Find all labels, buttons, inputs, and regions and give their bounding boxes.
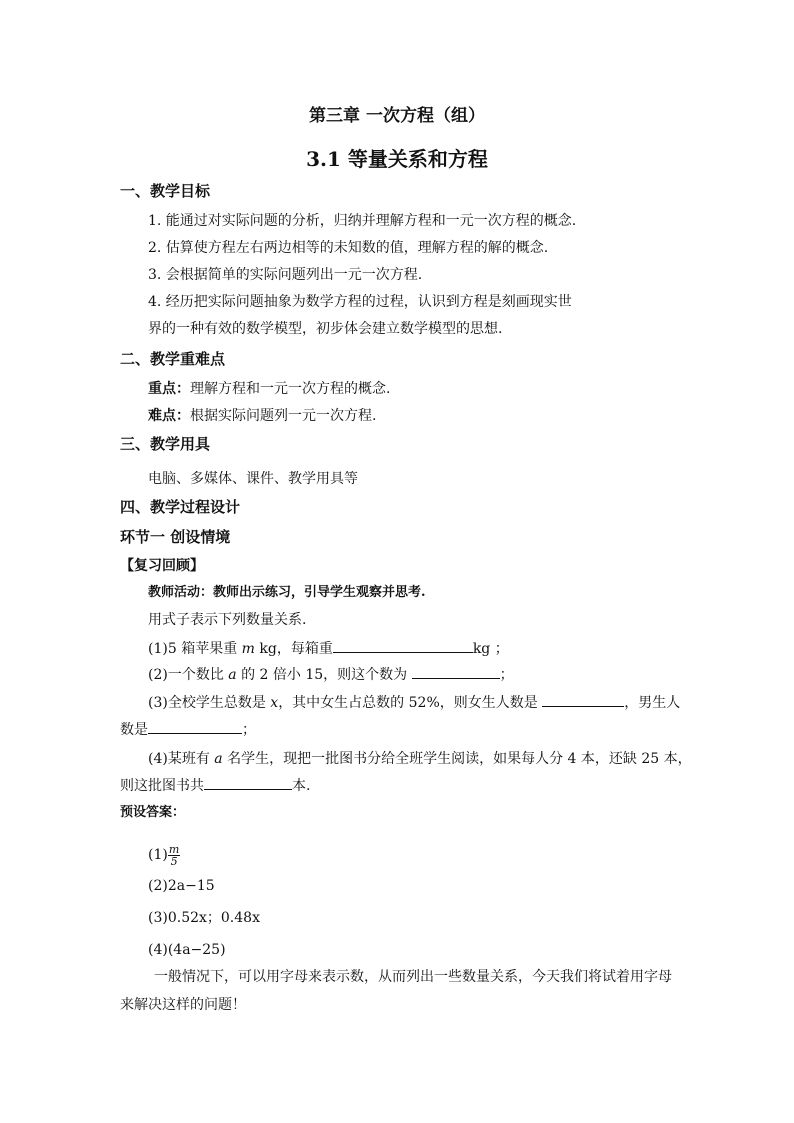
answer-1-denominator: 5 <box>170 854 178 868</box>
question-3-text-a: (3)全校学生总数是 <box>148 695 271 711</box>
answer-3: (3)0.52x；0.48x <box>148 910 260 926</box>
question-4-end: 本. <box>292 778 311 794</box>
difficult-point-label: 难点： <box>148 408 190 424</box>
question-2-end: ； <box>499 667 514 683</box>
exercise-intro: 用式子表示下列数量关系. <box>148 612 307 628</box>
teaching-tools-text: 电脑、多媒体、课件、教学用具等 <box>148 471 358 487</box>
question-1-var: m <box>241 641 255 657</box>
question-3-text-c: ，男生人 <box>624 695 681 711</box>
question-4-cont <box>120 775 310 796</box>
answer-1-numerator: m <box>168 842 180 856</box>
heading-teaching-goals: 一、教学目标 <box>120 182 211 200</box>
teacher-activity: 教师活动：教师出示练习，引导学生观察并思考. <box>148 585 426 600</box>
goal-item-3: 3. 会根据简单的实际问题列出一元一次方程. <box>148 267 423 283</box>
difficult-point <box>148 406 376 426</box>
step-1-heading: 环节一 创设情境 <box>120 528 231 546</box>
answer-2: (2)2a−15 <box>148 878 215 894</box>
question-2 <box>148 664 514 685</box>
question-1 <box>148 638 509 659</box>
key-point-label: 重点： <box>148 381 190 397</box>
heading-process-design: 四、教学过程设计 <box>120 498 241 516</box>
answer-blank-1a[interactable] <box>333 638 393 653</box>
answer-blank-3b[interactable] <box>148 719 242 734</box>
answer-1-fraction <box>168 844 180 867</box>
question-4-text-a: (4)某班有 <box>148 751 215 767</box>
key-point <box>148 379 390 399</box>
key-point-text: 理解方程和一元一次方程的概念. <box>190 381 391 397</box>
review-label: 【复习回顾】 <box>120 558 204 574</box>
chapter-title: 第三章 一次方程（组） <box>309 106 485 126</box>
question-3-var: x <box>270 695 279 711</box>
goal-item-1: 1. 能通过对实际问题的分析，归纳并理解方程和一元一次方程的概念. <box>148 213 577 229</box>
answer-blank-2[interactable] <box>412 664 500 679</box>
question-4 <box>148 749 692 769</box>
question-4-text-c: 则这批图书共 <box>120 778 204 794</box>
answer-blank-3a[interactable] <box>542 692 624 707</box>
answer-blank-4[interactable] <box>204 775 292 790</box>
question-3-text-b: ，其中女生占总数的 52%，则女生人数是 <box>278 695 543 711</box>
answer-4: (4)(4a−25) <box>148 942 226 958</box>
heading-key-difficult: 二、教学重难点 <box>120 350 226 368</box>
answer-blank-1b[interactable] <box>393 638 473 653</box>
question-1-text-a: (1)5 箱苹果重 <box>148 641 242 657</box>
question-1-text-b: kg，每箱重 <box>254 641 333 657</box>
goal-item-4: 4. 经历把实际问题抽象为数学方程的过程，认识到方程是刻画现实世 <box>148 294 572 310</box>
answers-heading: 预设答案： <box>120 805 186 820</box>
heading-teaching-tools: 三、教学用具 <box>120 435 211 453</box>
question-2-text-b: 的 2 倍小 15，则这个数为 <box>236 667 412 683</box>
question-3-end: ； <box>242 722 256 738</box>
closing-paragraph-line-1: 一般情况下，可以用字母来表示数，从而列出一些数量关系，今天我们将试着用字母 <box>154 969 672 985</box>
section-title: 3.1 等量关系和方程 <box>306 147 488 171</box>
difficult-point-text: 根据实际问题列一元一次方程. <box>190 408 377 424</box>
closing-paragraph-line-2: 来解决这样的问题！ <box>120 997 246 1013</box>
question-4-text-b: 名学生，现把一批图书分给全班学生阅读，如果每人分 4 本，还缺 25 本， <box>222 751 692 767</box>
question-2-text-a: (2)一个数比 <box>148 667 229 683</box>
question-2-var: a <box>228 667 237 683</box>
answer-1-prefix: (1) <box>148 847 168 863</box>
goal-item-4-cont: 界的一种有效的数学模型，初步体会建立数学模型的思想. <box>148 321 503 337</box>
goal-item-2: 2. 估算使方程左右两边相等的未知数的值，理解方程的解的概念. <box>148 240 549 256</box>
question-1-unit: kg ； <box>472 641 509 657</box>
question-3-text-d: 数是 <box>120 722 148 738</box>
question-3 <box>148 692 680 713</box>
question-3-cont <box>120 719 256 740</box>
answer-1 <box>148 842 180 868</box>
question-4-var: a <box>214 751 223 767</box>
